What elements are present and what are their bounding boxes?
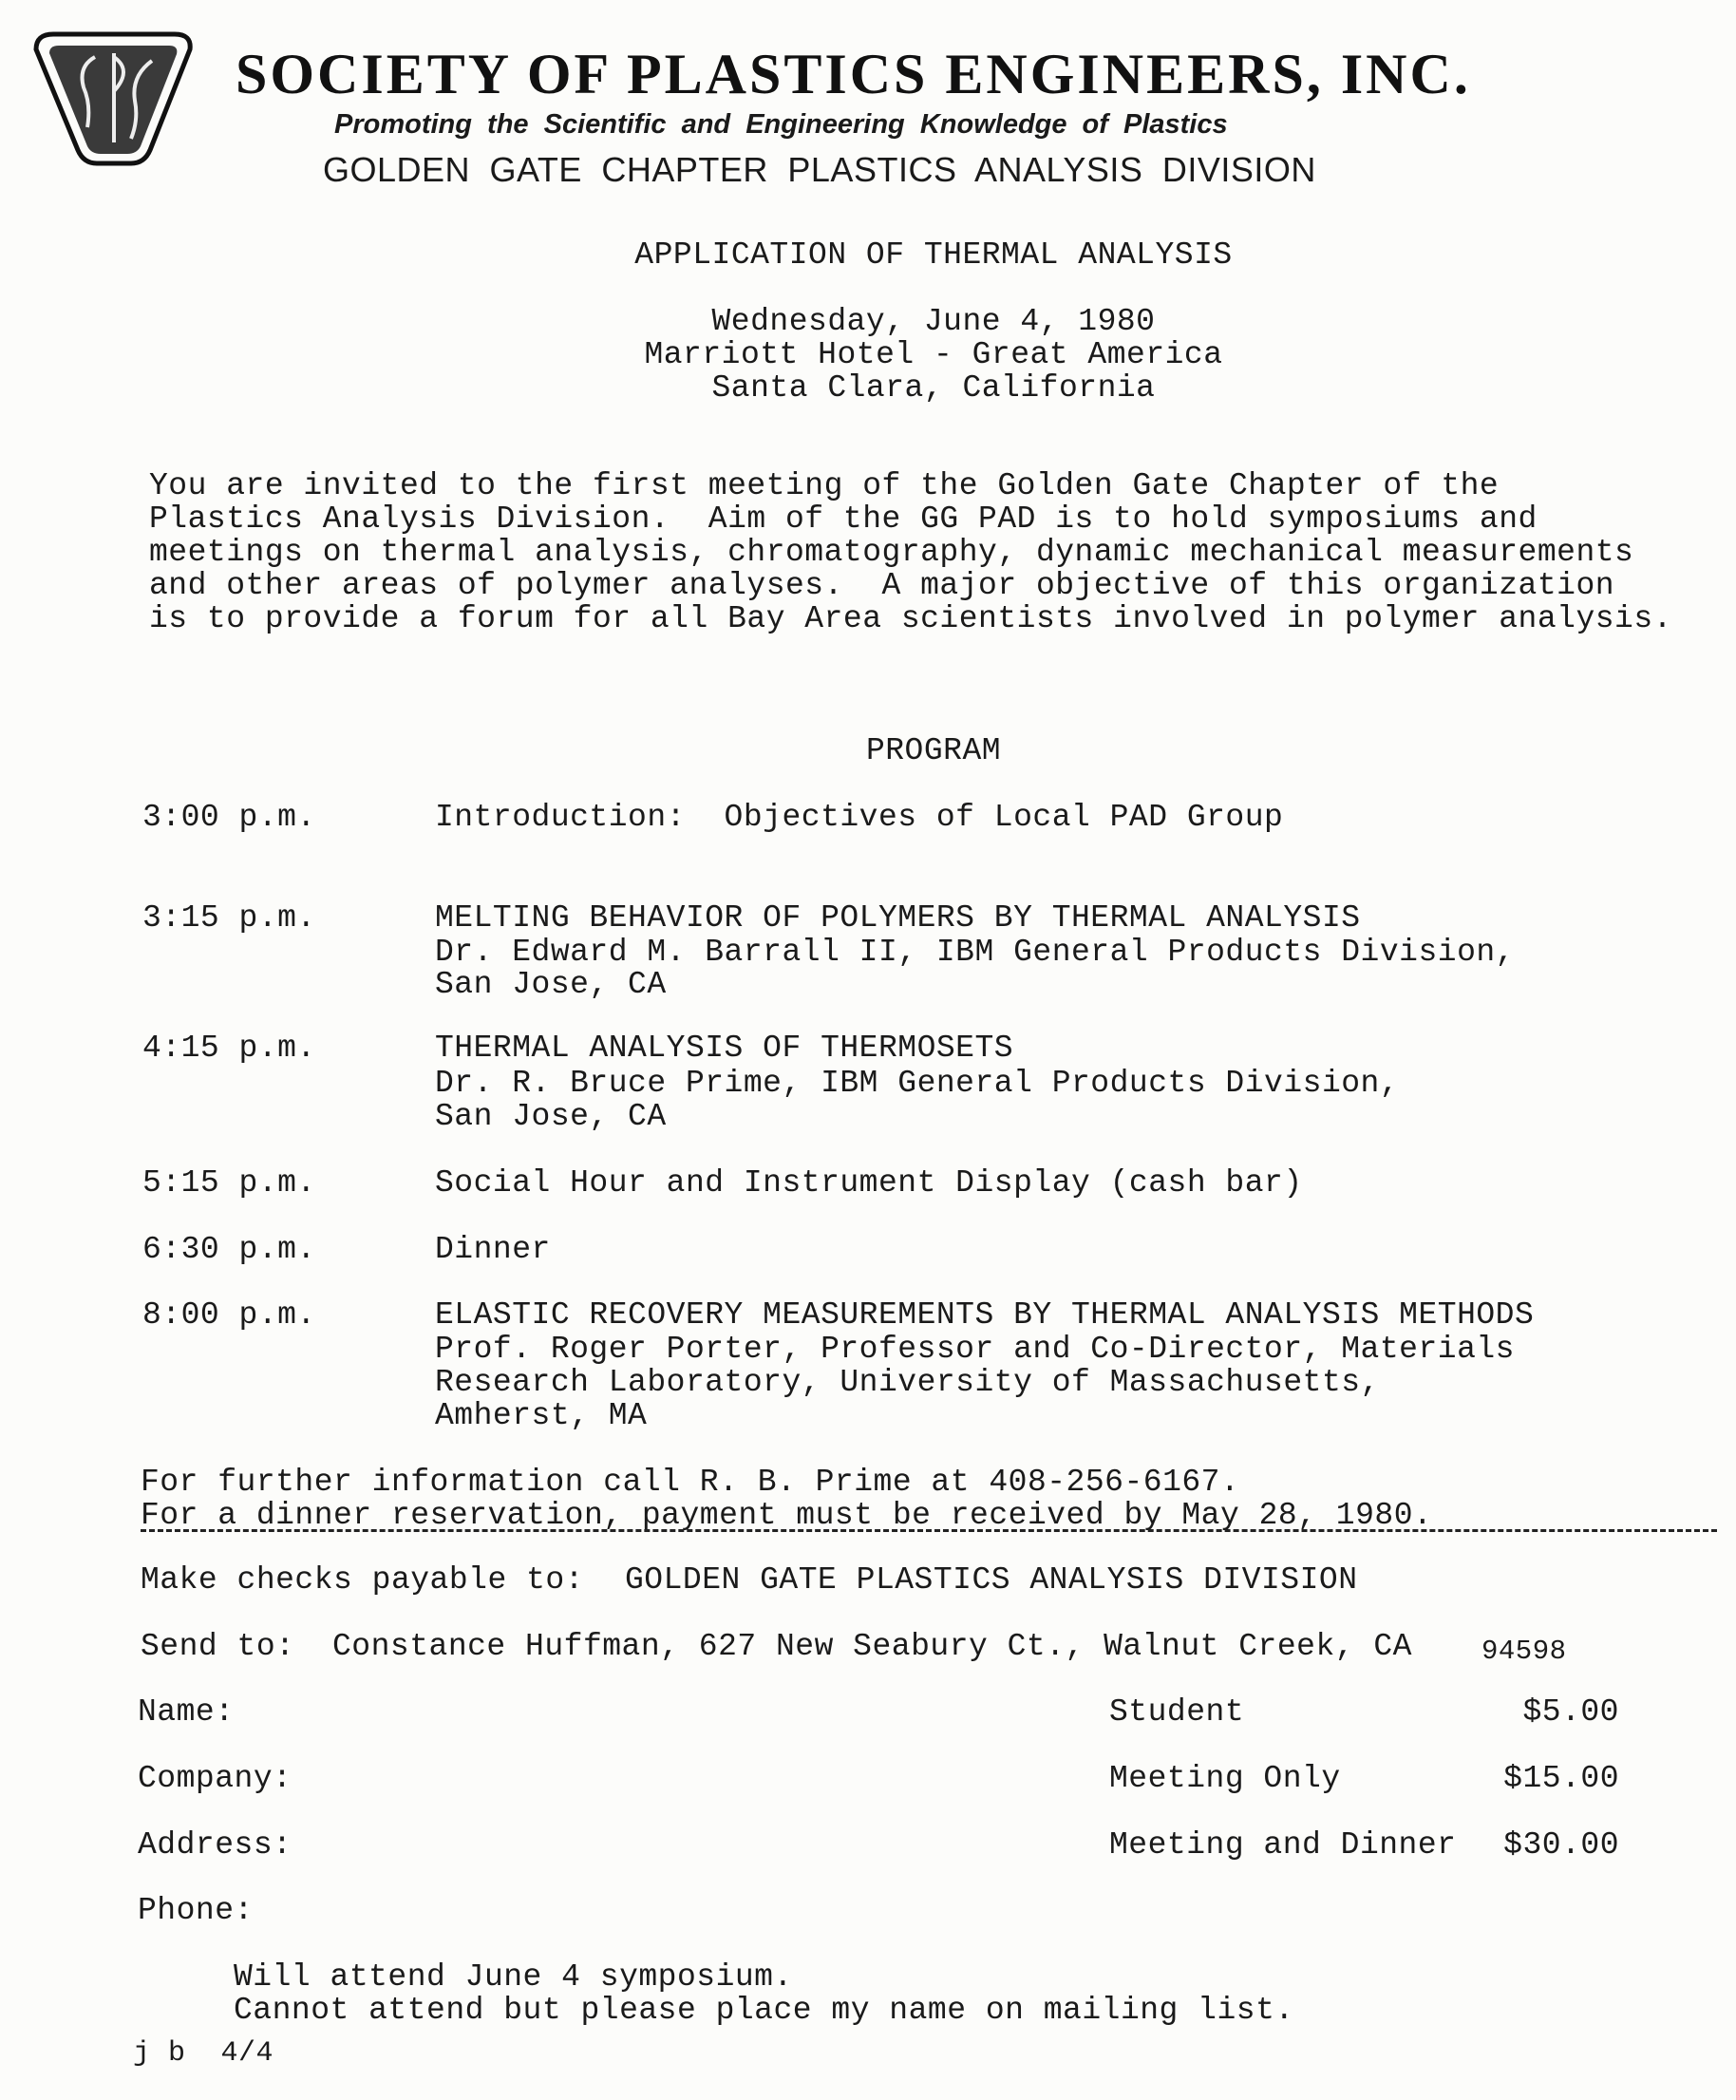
program-time: 8:00 p.m.	[142, 1297, 316, 1333]
event-date: Wednesday, June 4, 1980	[711, 304, 1156, 339]
program-time: 6:30 p.m.	[142, 1232, 316, 1267]
contact-info: For further information call R. B. Prime at 408-256-6167.	[141, 1465, 1240, 1500]
program-time: 4:15 p.m.	[142, 1031, 316, 1066]
program-speaker: Dr. Edward M. Barrall II, IBM General Products Division,	[435, 935, 1515, 970]
phone-field-label[interactable]: Phone:	[138, 1893, 254, 1928]
organization-name: SOCIETY OF PLASTICS ENGINEERS, INC.	[236, 43, 1471, 105]
program-time: 3:15 p.m.	[142, 900, 316, 936]
program-time: 5:15 p.m.	[142, 1165, 316, 1201]
tear-off-divider	[141, 1529, 1717, 1532]
payable-label: Make checks payable to:	[141, 1562, 584, 1598]
paragraph-line: is to provide a forum for all Bay Area scientists involved in polymer analysis.	[149, 601, 1672, 636]
fee-label-meeting-only[interactable]: Meeting Only	[1109, 1761, 1341, 1796]
fee-label-student[interactable]: Student	[1109, 1694, 1245, 1730]
program-title: Dinner	[435, 1232, 551, 1267]
program-title: ELASTIC RECOVERY MEASUREMENTS BY THERMAL ANALYSIS METHODS	[435, 1297, 1535, 1333]
paragraph-line: Plastics Analysis Division. Aim of the GG PAD is to hold symposiums and	[149, 501, 1538, 537]
program-speaker-location: San Jose, CA	[435, 1099, 667, 1134]
payable-to: GOLDEN GATE PLASTICS ANALYSIS DIVISION	[625, 1562, 1358, 1598]
division-name: GOLDEN GATE CHAPTER PLASTICS ANALYSIS DIVISION	[323, 150, 1316, 189]
fee-amount-student: $5.00	[1522, 1694, 1619, 1730]
fee-amount-meeting-dinner: $30.00	[1503, 1827, 1619, 1863]
program-speaker: Prof. Roger Porter, Professor and Co-Director, Materials	[435, 1332, 1515, 1367]
program-speaker-location: San Jose, CA	[435, 967, 667, 1002]
send-label: Send to:	[141, 1629, 295, 1664]
program-speaker: Dr. R. Bruce Prime, IBM General Products Division,	[435, 1066, 1400, 1101]
name-field-label[interactable]: Name:	[138, 1694, 235, 1730]
fee-label-meeting-dinner[interactable]: Meeting and Dinner	[1109, 1827, 1457, 1863]
program-speaker-location: Amherst, MA	[435, 1398, 648, 1433]
program-time: 3:00 p.m.	[142, 800, 316, 835]
program-speaker-affiliation: Research Laboratory, University of Massachusetts,	[435, 1365, 1380, 1400]
event-venue: Marriott Hotel - Great America	[644, 337, 1223, 372]
organization-tagline: Promoting the Scientific and Engineering Knowledge of Plastics	[334, 109, 1228, 140]
address-field-label[interactable]: Address:	[138, 1827, 292, 1863]
typist-initials: j b 4/4	[133, 2037, 274, 2070]
program-title: Social Hour and Instrument Display (cash bar)	[435, 1165, 1303, 1201]
spe-logo-icon	[28, 28, 199, 166]
option-mailing-list[interactable]: Cannot attend but please place my name on mailing list.	[234, 1993, 1294, 2028]
send-address: Constance Huffman, 627 New Seabury Ct., Walnut Creek, CA	[332, 1629, 1412, 1664]
paragraph-line: and other areas of polymer analyses. A major objective of this organization	[149, 568, 1615, 603]
option-will-attend[interactable]: Will attend June 4 symposium.	[234, 1959, 793, 1995]
fee-amount-meeting-only: $15.00	[1503, 1761, 1619, 1796]
company-field-label[interactable]: Company:	[138, 1761, 292, 1796]
event-location: Santa Clara, California	[711, 370, 1156, 406]
program-title: MELTING BEHAVIOR OF POLYMERS BY THERMAL ANALYSIS	[435, 900, 1361, 936]
reservation-deadline: For a dinner reservation, payment must be received by May 28, 1980.	[141, 1498, 1433, 1533]
program-title: THERMAL ANALYSIS OF THERMOSETS	[435, 1031, 1014, 1066]
program-heading: PROGRAM	[865, 733, 1002, 768]
paragraph-line: You are invited to the first meeting of the Golden Gate Chapter of the	[149, 468, 1500, 503]
program-title: Introduction: Objectives of Local PAD Group	[435, 800, 1284, 835]
send-zip: 94598	[1481, 1636, 1567, 1667]
paragraph-line: meetings on thermal analysis, chromatography, dynamic mechanical measurements	[149, 535, 1634, 570]
event-title: APPLICATION OF THERMAL ANALYSIS	[634, 237, 1233, 273]
